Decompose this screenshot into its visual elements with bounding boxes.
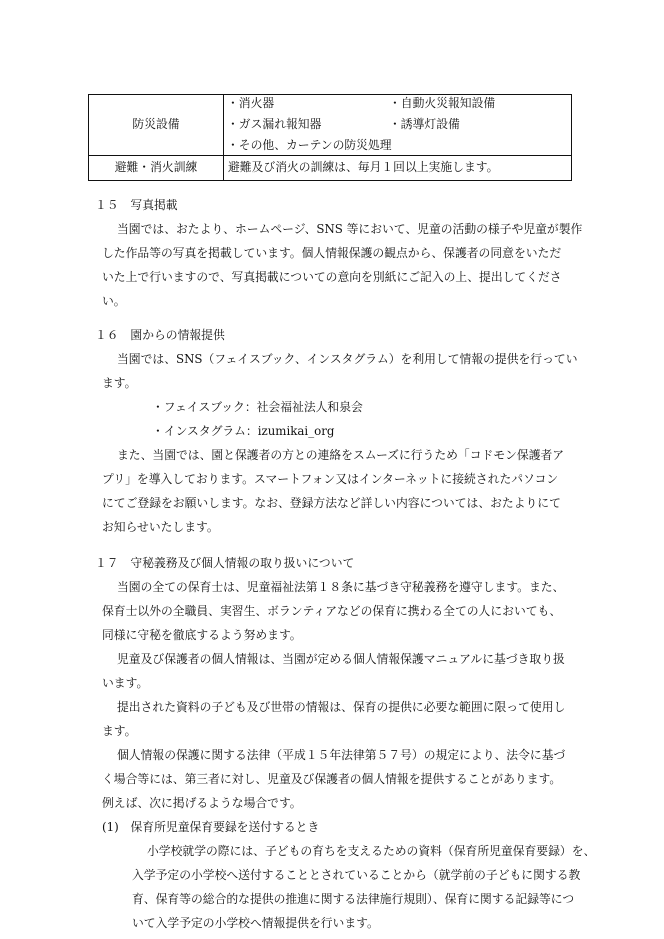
paragraph-line: 児童及び保護者の個人情報は、当園が定める個人情報保護マニュアルに基づき取り扱 xyxy=(117,652,565,666)
paragraph-line: 同様に守秘を徹底するよう努めます。 xyxy=(102,628,302,642)
paragraph-line: 小学校就学の際には、子どもの育ちを支えるための資料（保育所児童保育要録）を、 xyxy=(147,844,596,858)
section-heading: １７ 守秘義務及び個人情報の取り扱いについて xyxy=(95,556,355,570)
list-item: ・自動火災報知設備 xyxy=(389,96,496,110)
section-heading: １５ 写真掲載 xyxy=(95,198,178,212)
paragraph-line: お知らせいたします。 xyxy=(102,520,219,534)
paragraph-line: 入学予定の小学校へ送付することとされていることから（就学前の子どもに関する教 xyxy=(132,868,581,882)
table-row xyxy=(89,95,572,156)
section-heading: １６ 園からの情報提供 xyxy=(95,328,225,342)
paragraph-line: プリ」を導入しております。スマートフォン又はインターネットに接続されたパソコン xyxy=(102,472,559,486)
subsection-heading: (1) 保育所児童保育要録を送付するとき xyxy=(102,820,320,834)
paragraph-line: ます。 xyxy=(102,724,137,738)
disaster-prevention-table xyxy=(88,94,572,181)
list-item: ・消火器 xyxy=(227,96,275,110)
paragraph-line: 保育士以外の全職員、実習生、ボランティアなどの保育に携わる全ての人においても、 xyxy=(102,604,562,618)
paragraph-line: 提出された資料の子ども及び世帯の情報は、保育の提供に必要な範囲に限って使用し xyxy=(117,700,566,714)
sns-facebook: ・フェイスブック：社会福祉法人和泉会 xyxy=(152,400,363,414)
drill-text: 避難及び消火の訓練は、毎月１回以上実施します。 xyxy=(228,160,499,175)
paragraph-line: 当園の全ての保育士は、児童福祉法第１８条に基づき守秘義務を遵守します。また、 xyxy=(117,580,565,594)
paragraph-line: 当園では、おたより、ホームページ、SNS 等において、児童の活動の様子や児童が製作 xyxy=(117,222,583,236)
paragraph-line: 個人情報の保護に関する法律（平成１５年法律第５７号）の規定により、法令に基づ xyxy=(117,748,566,762)
paragraph-line: います。 xyxy=(102,676,149,690)
list-item: ・ガス漏れ報知器 xyxy=(227,117,322,131)
sns-instagram: ・インスタグラム：izumikai_org xyxy=(152,424,335,438)
paragraph-line: した作品等の写真を掲載しています。個人情報保護の観点から、保護者の同意をいただ xyxy=(102,246,562,260)
table-cell-items xyxy=(224,95,572,156)
list-item: ・その他、カーテンの防災処理 xyxy=(227,138,392,152)
paragraph-line: 育、保育等の総合的な提供の推進に関する法律施行規則）、保育に関する記録等につ xyxy=(132,892,575,906)
paragraph-line: にてご登録をお願いします。なお、登録方法など詳しい内容については、おたよりにて xyxy=(102,496,561,510)
paragraph-line: 当園では、SNS（フェイスブック、インスタグラム）を利用して情報の提供を行ってい xyxy=(117,352,578,366)
list-item: ・誘導灯設備 xyxy=(389,117,460,131)
paragraph-line: 例えば、次に掲げるような場合です。 xyxy=(102,796,302,810)
table-cell-value xyxy=(224,156,572,181)
table-cell-label: 避難・消火訓練 xyxy=(89,156,224,181)
table-cell-label: 防災設備 xyxy=(89,95,224,156)
paragraph-line: また、当園では、園と保護者の方との連絡をスムーズに行うため「コドモン保護者ア xyxy=(117,448,565,462)
paragraph-line: いて入学予定の小学校へ情報提供を行います。 xyxy=(132,916,379,930)
paragraph-line: いた上で行いますので、写真掲載についての意向を別紙にご記入の上、提出してくださ xyxy=(102,270,562,284)
equipment-list xyxy=(224,95,571,155)
paragraph-line: ます。 xyxy=(102,376,137,390)
paragraph-line: い。 xyxy=(102,294,126,308)
paragraph-line: く場合等には、第三者に対し、児童及び保護者の個人情報を提供することがあります。 xyxy=(102,772,562,786)
table-row xyxy=(89,156,572,181)
